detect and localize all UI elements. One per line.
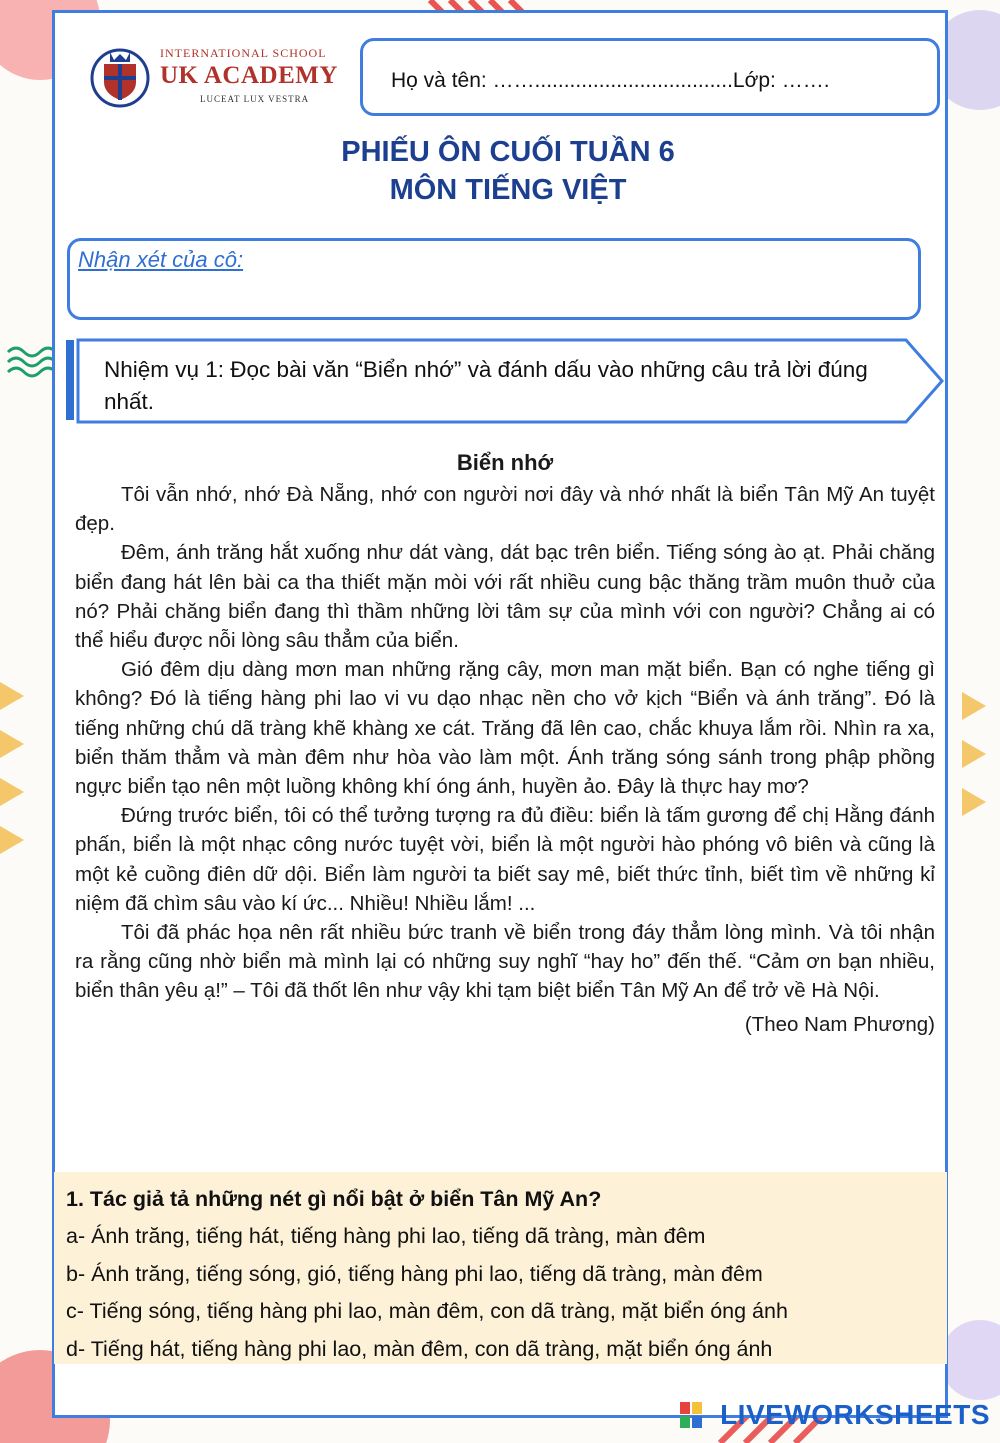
- worksheet-title: PHIẾU ÔN CUỐI TUẦN 6: [341, 136, 675, 168]
- teacher-comment-box[interactable]: [67, 238, 921, 320]
- subject-title: MÔN TIẾNG VIỆT: [389, 174, 627, 206]
- school-motto: LUCEAT LUX VESTRA: [200, 94, 310, 104]
- passage-source: (Theo Nam Phương): [744, 1012, 935, 1036]
- passage-paragraph-1: Tôi vẫn nhớ, nhớ Đà Nẵng, nhớ con người nơi đây và nhớ nhất là biển Tân Mỹ An tuyệt đẹp.: [75, 483, 935, 536]
- student-name-field[interactable]: [360, 38, 940, 116]
- school-type-label: INTERNATIONAL SCHOOL: [160, 46, 327, 60]
- reading-passage: [75, 446, 935, 1039]
- school-logo: [86, 40, 346, 112]
- school-name: UK ACADEMY: [160, 62, 338, 89]
- passage-paragraph-3: Gió đêm dịu dàng mơn man những rặng cây, mơn man mặt biển. Bạn có nghe tiếng gì không? Đó là tiếng hàng phi lao vi vu dạo nhạc nền cho vở kịch “Biển và ánh trăng”. Đó là tiếng những chú dã tràng khẽ khàng xe cát. Trăng đã lên cao, chắc khuya lắm rồi. Nhìn ra xa, biển thăm thẳm và màn đêm như hòa vào làm một. Ánh trăng sóng sánh trong phập phồng ngực biển tạo nên một luồng không khí óng ánh, huyền ảo. Đây là thực hay mơ?: [75, 658, 935, 799]
- answer-option-d[interactable]: d- Tiếng hát, tiếng hàng phi lao, màn đêm, con dã tràng, mặt biển óng ánh: [66, 1336, 773, 1361]
- passage-paragraph-2: Đêm, ánh trăng hắt xuống như dát vàng, dát bạc trên biển. Tiếng sóng ào ạt. Phải chăng biển đang hát lên bài ca tha thiết mặn mòi với rất nhiều cung bậc thăng trầm muôn thuở của nó? Phải chăng biển đang thì thầm những lời tâm sự của mình với con người? Chẳng ai có thể hiểu được nỗi lòng sâu thẳm của biển.: [75, 541, 935, 653]
- passage-paragraph-5: Tôi đã phác họa nên rất nhiều bức tranh về biển trong đáy thẳm lòng mình. Và tôi nhận ra rằng cũng nhờ biển mà mình lại có những suy nghĩ “hay ho” đến thế. “Cảm ơn bạn nhiều, biển thân yêu ạ!” – Tôi đã thốt lên như vậy khi tạm biệt biển Tân Mỹ An để trở về Hà Nội.: [75, 921, 935, 1003]
- crest-icon: [86, 42, 154, 110]
- teacher-comment-label: Nhận xét của cô:: [78, 247, 244, 272]
- liveworksheets-logo-icon: [680, 1402, 704, 1428]
- answer-option-b[interactable]: b- Ánh trăng, tiếng sóng, gió, tiếng hàng phi lao, tiếng dã tràng, màn đêm: [66, 1261, 763, 1286]
- passage-paragraph-4: Đứng trước biển, tôi có thể tưởng tượng ra đủ điều: biển là tấm gương để chị Hằng đánh phấn, biển là một nhạc công nước tuyệt vời, biển là một người hào phóng vô biên và cũng là một kẻ cuồng điên dữ dội. Biển làm người ta biết say mê, biết thức tỉnh, biết tìm về những kỉ niệm đã chìm sâu vào kí ức... Nhiều! Nhiều lắm! ...: [75, 804, 935, 915]
- answer-option-a[interactable]: a- Ánh trăng, tiếng hát, tiếng hàng phi lao, tiếng dã tràng, màn đêm: [66, 1224, 706, 1248]
- question-prompt: 1. Tác giả tả những nét gì nổi bật ở biển Tân Mỹ An?: [66, 1187, 602, 1211]
- answer-option-c[interactable]: c- Tiếng sóng, tiếng hàng phi lao, màn đêm, con dã tràng, mặt biển óng ánh: [66, 1299, 788, 1323]
- name-class-line: Họ và tên: ……..................................Lớp: …….: [391, 69, 830, 92]
- watermark: [680, 1399, 990, 1431]
- watermark-text: LIVEWORKSHEETS: [720, 1399, 990, 1430]
- passage-title: Biển nhớ: [456, 450, 554, 475]
- task-instruction: Nhiệm vụ 1: Đọc bài văn “Biển nhớ” và đánh dấu vào những câu trả lời đúng nhất.: [104, 357, 868, 414]
- question-box: [54, 1172, 947, 1364]
- task-banner: [66, 338, 946, 424]
